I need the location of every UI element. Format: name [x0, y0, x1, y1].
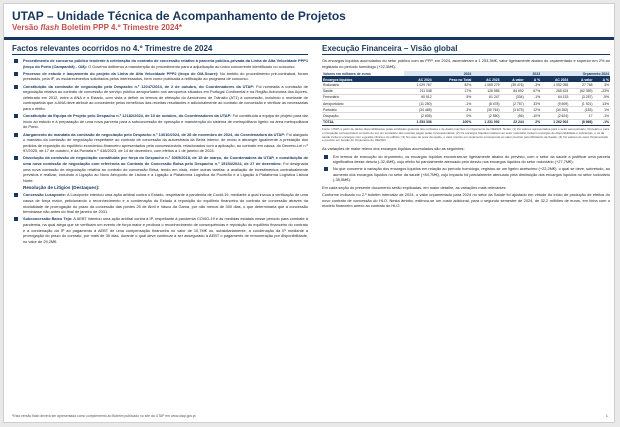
table-cell: -1% — [594, 113, 610, 119]
finance-table — [322, 71, 610, 126]
table-cell: -1% — [433, 100, 473, 106]
table-cell: -5% — [594, 94, 610, 100]
column-header: Δ % — [594, 77, 610, 83]
table-cell: -3% — [433, 107, 473, 113]
table-cell: (9 509) — [541, 100, 569, 106]
header-divider — [4, 37, 614, 40]
table-cell: -1% — [594, 119, 610, 125]
item-text: No âmbito do procedimento pré-contratual, foram prestados, pela IP, os esclarecimentos solicitados pelos interessados, bem como publicada a retificação ao programa de concurso. — [23, 70, 308, 82]
list-item — [322, 166, 610, 183]
table-cell: 61 247 — [472, 94, 500, 100]
col-group-2023: 2023 — [472, 71, 541, 77]
column-header: AC 2023 — [472, 77, 500, 83]
table-cell: (34 252) — [541, 107, 569, 113]
table-cell: (35 476) — [501, 82, 525, 88]
item-title: Subconcessão Baixo Tejo: — [23, 216, 73, 222]
table-cell: 60 912 — [404, 94, 432, 100]
facts-list — [12, 58, 308, 183]
item-text: A AEBT intentou uma ação arbitral contra a IP, respeitante à pandemia COVID-19 e às medidas estatais nesse período para combate à pandemia, na qual alega que se verificam um evento de força maior e pediona o reconhecimento de consequências e reposição do equilíbrio financeiro do contrato e a condenação da IP ao pagamento à AEBT de uma compensação financeira no valor de 10,7M€ ou, subsidiariamente, a condenação da IP mediante a prorrogação do prazo do contrato, por mais de 30 dias, durante o qual deve continuar a ser assegurado à AEBT o pagamento de remuneração por disponibilidade, no valor de 29,2M€. — [23, 216, 308, 244]
paragraph-sections: Em cada seção do presente documento serão explicadas, em maior detalhe, as variações mais relevantes. — [322, 184, 507, 190]
column-header: Δ valor — [501, 77, 525, 83]
subtitle-post: Boletim PPP 4.º Trimestre 2024* — [59, 23, 182, 32]
litigios-heading: Resolução de Litígios (Destaques): — [23, 185, 100, 191]
table-cell: 265 424 — [541, 88, 569, 94]
item-title: Alargamento do mandato da comissão de negociação pelo Despacho n.º 14010/2024, de 28 de novembro de 2024, do Coordenadora da UTAP: — [23, 131, 286, 137]
table-cell: (2 606) — [404, 113, 432, 119]
item-text: Foi nomeada a comissão de negociação relativa ao contrato de concessão de serviço público aeroportuário nos aeroportos situados em Portugal Continental e na Região Autónoma dos Açores, celebrado em 2012, entre a ANA e o Estado, com vista a definir os termos de efetação do Aeródromo de Trânsito (AT1) à concessão, incluindo o montante de contrapartida que a ANA deve atribuir ao concedente pelos benefícios das receitas resultantes e adicionalmente ao contrato de concessão e verificar as necessárias para o efeito. — [23, 83, 308, 111]
table-cell: 1 253 336 — [404, 119, 432, 125]
table-cell: 33% — [525, 100, 541, 106]
list-item — [12, 113, 308, 130]
column-header: Encargos líquidos — [322, 77, 404, 83]
square-bullet-icon — [14, 85, 18, 89]
list-item — [12, 58, 308, 69]
column-header: AC 2024 — [541, 77, 569, 83]
item-text: Em termos de execução do orçamento, os encargos líquidos encontram-se ligeiramente abaixo do previsto, com o setor da saúde a justificar uma parcela significativa desse desvio (-32,4M€), cujo efeito foi parcialmente atenuado pelo desvio nos encargos líquidos do setor rodoviário (+27,7M€); — [333, 153, 610, 165]
table-cell: (2 550) — [472, 113, 500, 119]
page-number: 1 — [605, 413, 608, 418]
column-header: Δ valor — [569, 77, 593, 83]
page — [3, 3, 615, 423]
table-cell: (56) — [501, 113, 525, 119]
item-title: Constituição da comissão de negociação pelo Despacho n.º 12047/2024, de 2 de outubro, do Coordenadores da UTAP: — [23, 83, 255, 89]
table-cell: Rodoviário — [322, 82, 404, 88]
item-text: O Governo deliberou a manutenção do procedimento para a adjudicação ao único concorrente identificado no concurso. — [86, 63, 296, 69]
column-header: AC 2024 — [404, 77, 432, 83]
finance-intro: Os encargos líquidos acumulados do setor público com as PPP, em 2024, ascenderam a 1 253,3M€, valor ligeiramente abaixo do orçamentado e superior em 2% ao registado no período homólogo (+22,3M€). — [322, 58, 610, 69]
table-cell: -10% — [525, 113, 541, 119]
table-cell: Saúde — [322, 88, 404, 94]
facts-heading: Factos relevantes ocorridos no 4.º Trimestre de 2024 — [12, 44, 308, 55]
list-item — [12, 132, 308, 154]
table-cell: Ocupação — [322, 113, 404, 119]
item-title: Procedimento de concurso público tendente à celebração do contrato de concessão relativo à parceria público-privada da Linha de Alta Velocidade PPP1 (troço do Porto (Campanhã) - Oiã): — [23, 58, 308, 69]
table-cell: 84 692 — [501, 88, 525, 94]
item-text: No que concerne à variação dos encargos líquidos em relação ao período homólogo, registou-se um ligeiro acréscimo (+22,2M€), o qual se deve, sobretudo, ao aumento dos encargos líquidos no setor da saúde (+84,7M€), cujo impacto foi parcialmente atenuado pela diminuição dos encargos líquidos no setor rodoviário (-35,5M€). — [333, 166, 610, 183]
table-cell: (2 624) — [541, 113, 569, 119]
paragraph-hlo: Conforme indicado no 2.º boletim intercalar de 2024, o valor orçamentado para 2024 no setor da Saúde foi ajustado em virtude do início de produção de efeitos do novo contrato de concessão do HLO. Nesta âmbito, estimou-se um custo adicional, para o segundo semestre de 2024, de 32,2 milhões de euros, em linha com o modelo financeiro anexo ao contrato do HLO. — [322, 192, 610, 208]
column-header: Peso no Total — [433, 77, 473, 83]
table-cell: 1 052 055 — [541, 82, 569, 88]
right-column — [322, 44, 610, 211]
table-cell: (3 257) — [569, 94, 593, 100]
table-cell: (183) — [569, 107, 593, 113]
table-cell: 126 556 — [472, 88, 500, 94]
table-cell: 22 244 — [501, 119, 525, 125]
table-cell: -3% — [525, 82, 541, 88]
table-cell: 100% — [433, 119, 473, 125]
table-cell: (2 757) — [501, 100, 525, 106]
table-cell: 82% — [433, 82, 473, 88]
item-title: Constituição da Equipa de Projeto pelo Despacho n.º 12182/2024, de 10 de outubro, do Coordenadores da UTAP: — [23, 113, 232, 119]
col-group-orc: Orçamento 2024 — [541, 71, 610, 77]
item-title: Processo de estudo e lançamento do projeto da Linha de Alta Velocidade PPP2 (troço de Oiã-Soure): — [23, 70, 219, 76]
litigios-list — [12, 192, 308, 244]
col-group-2024: 2024 — [404, 71, 472, 77]
variations-intro: As variações de maior relevo dos encargos líquidos acumulados são as seguintes: — [322, 146, 465, 152]
table-cell: (3 675) — [501, 107, 525, 113]
table-cell: (334) — [501, 94, 525, 100]
item-text: Foi alargado o mandato da comissão de negociação respeitante ao contrato de concessão da autoestrada da Beira Interior, de modo a abranger igualmente a prestação dos pedidos de reposição do equilíbrio económico-financeiro apresentados pela concessionária, relacionados com a aplicação, ao contrato em causa, do Decreto-Lei n.º 97/2025, de 17 de outubro, e da Portaria n.º 418/2023, de 14 de dezembro, com efeitos a 1 de janeiro de 2024. — [23, 131, 308, 154]
column-header: Δ % — [525, 77, 541, 83]
table-total-row — [322, 119, 610, 125]
item-text: A Lusoponte intentou uma ação arbitral contra o Estado, respeitante à pandemia de Covid-19, mediante a qual invoca a verificação de uma causa de força maior, peticionando o reconhecimento e a condenação do Estado à reposição do equilíbrio financeiro do contrato de concessão através da modalidade de prorrogação do prazo da concessão das pontes 25 de Abril e Vasco da Gama, por não menos de 300 dias, o que determinaria que a concessão terminasse não antes do final de janeiro de 2031. — [23, 192, 308, 215]
table-cell: -1% — [525, 94, 541, 100]
list-item — [12, 155, 308, 183]
table-cell: 1 029 767 — [404, 82, 432, 88]
table-cell: 211 048 — [404, 88, 432, 94]
square-bullet-icon — [14, 133, 18, 137]
list-item — [12, 71, 308, 82]
list-item — [12, 192, 308, 214]
page-subtitle — [12, 23, 182, 32]
table-cell: (34 465) — [404, 107, 432, 113]
table-cell: 3% — [594, 82, 610, 88]
table-cell: 17 — [569, 113, 593, 119]
table-cell: (30 761) — [472, 107, 500, 113]
header — [4, 4, 614, 36]
table-cell: 5% — [433, 94, 473, 100]
table-cell: Portuário — [322, 107, 404, 113]
table-cell: (1 921) — [569, 100, 593, 106]
list-item — [322, 154, 610, 165]
subtitle-pre: Versão — [12, 23, 41, 32]
square-bullet-icon — [14, 193, 18, 197]
table-cell: (11 250) — [404, 100, 432, 106]
table-cell: 1 065 279 — [472, 82, 500, 88]
table-cell: -23% — [594, 88, 610, 94]
square-bullet-icon — [14, 72, 18, 76]
item-text: Foi designada uma nova comissão de negociação relativa ao contrato de concessão Brisa, tendo em vista, entre outras tarefas: a avaliação de investimentos contratualmente previstos e realizar, incluindo a Ligação ao Novo Aeroporto de Lisboa e a Ligação à Plataforma Logística do Poceirão e a Ligação à Plataforma Logística Lisboa Norte. — [23, 161, 308, 183]
square-bullet-icon — [14, 217, 18, 221]
table-cell: 12% — [525, 107, 541, 113]
page-title: UTAP – Unidade Técnica de Acompanhamento de Projetos — [12, 9, 346, 23]
table-cell: (8 666) — [569, 119, 593, 125]
table-cell: 13% — [594, 100, 610, 106]
table-cell: 67% — [525, 88, 541, 94]
table-cell: 2% — [525, 119, 541, 125]
square-bullet-icon — [324, 155, 328, 159]
square-bullet-icon — [14, 59, 18, 63]
variations-list — [322, 154, 610, 183]
table-cell: 27 768 — [569, 82, 593, 88]
finance-heading: Execução Financeira – Visão global — [322, 44, 610, 55]
table-cell: (8 478) — [472, 100, 500, 106]
item-text: Foi constituída a equipa de projeto para dar início ao estudo e à preparação de uma nova parceria para a subconcessão de operação e manutenção do sistema de metropolitano ligeiro na área metropolitana do Porto. — [23, 113, 308, 130]
subtitle-em: flash — [40, 23, 60, 32]
table-cell: 17% — [433, 88, 473, 94]
square-bullet-icon — [14, 156, 18, 160]
item-title: Dissolução da comissão de negociação constituída por força do Despacho n.º 3065/2018, de 15 de março, do Coordenadora da UTAP, e constituição de uma nova comissão de negociação com referência ao Contrato de Concessão Bolsa pelo Despacho n.º 15154/2024, de 27 de dezembro: — [23, 155, 308, 167]
table-notes: Fonte: UTAP, a partir de dados disponibilizados pelas entidades gestoras dos contratos e de dados inscritos no Orçamento de OE2024. Notas: (1) Os valores apresentados para o setor aeroportuário, Portuário e para o Ocupação correspondem ao facto de ser um somatório dos receitas pagas pelas concessionárias; (2) Os encargos líquidos relativos ao setor rodoviário incluem encargos de disponibilidade e cobranças, e os da saúde incluem encargos com a gestão clínica e do edifício; (3) No caso do setor da saúde, o valor inscrito em orçamento corresponde ao valor previsto pelo Ministério da Saúde; (4) Os valores do setor Orçamentado e previsto em função do Orçamento de OE2024. — [322, 126, 610, 143]
square-bullet-icon — [14, 114, 18, 118]
table-cell: Aeroportuário — [322, 100, 404, 106]
square-bullet-icon — [324, 167, 328, 171]
footer-note: *Esta versão flash deverá ser apresentada como complemento ao Boletim publicado no site da UTAP em www.utap.gov.pt — [12, 414, 196, 418]
table-cell: 0% — [433, 113, 473, 119]
item-title: Concessão Lusoponte: — [23, 192, 67, 198]
table-cell: 1 262 002 — [541, 119, 569, 125]
table-body — [322, 82, 610, 125]
table-cell: (62 359) — [569, 88, 593, 94]
left-column — [12, 44, 308, 246]
unit-label: Valores em milhares de euros — [322, 71, 404, 77]
table-cell: 1 231 092 — [472, 119, 500, 125]
table-cell: TOTAL — [322, 119, 404, 125]
table-cell: 64 133 — [541, 94, 569, 100]
list-item — [12, 216, 308, 244]
table-cell: 1% — [594, 107, 610, 113]
table-cell: Ferroviário — [322, 94, 404, 100]
list-item — [12, 84, 308, 112]
